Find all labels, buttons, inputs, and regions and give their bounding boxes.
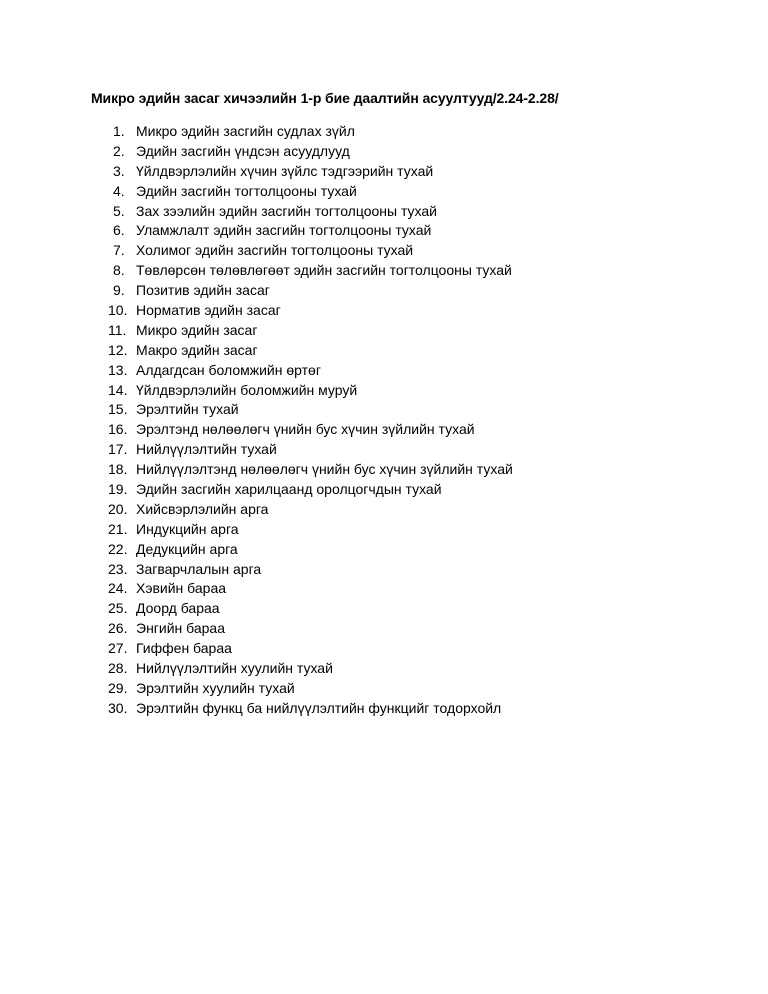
- list-item-text: Үйлдвэрлэлийн боломжийн муруй: [136, 381, 358, 398]
- list-item: [108, 579, 513, 599]
- list-item: [108, 639, 513, 659]
- list-item-number: 21.: [108, 520, 128, 537]
- list-item: [108, 679, 513, 699]
- list-item-number: 29.: [108, 679, 128, 696]
- list-item: [108, 321, 513, 341]
- list-item-text: Микро эдийн засаг: [136, 321, 258, 338]
- list-item: [108, 619, 513, 639]
- list-item-text: Хэвийн бараа: [136, 580, 227, 597]
- list-item-text: Уламжлалт эдийн засгийн тогтолцооны тухай: [136, 222, 432, 239]
- list-item: [108, 361, 513, 381]
- list-item-text: Энгийн бараа: [136, 620, 226, 637]
- list-item-text: Загварчлалын арга: [136, 560, 262, 577]
- list-item: [108, 261, 513, 281]
- list-item: [108, 420, 513, 440]
- list-item-text: Хийсвэрлэлийн арга: [136, 500, 269, 517]
- list-item-number: 24.: [108, 580, 128, 597]
- list-item-number: 2.: [113, 142, 125, 159]
- list-item-text: Эрэлтэнд нөлөөлөгч үнийн бус хүчин зүйлийн тухай: [136, 421, 475, 438]
- list-item-number: 19.: [108, 481, 128, 498]
- document-title: Микро эдийн засаг хичээлийн 1-р бие даалтийн асуултууд/2.24-2.28/: [91, 90, 559, 106]
- list-item-text: Эдийн засгийн тогтолцооны тухай: [136, 182, 357, 199]
- list-item-number: 5.: [113, 202, 125, 219]
- list-item: [108, 540, 513, 560]
- list-item-text: Зах зээлийн эдийн засгийн тогтолцооны тухай: [136, 202, 437, 219]
- list-item-text: Алдагдсан боломжийн өртөг: [136, 361, 321, 378]
- list-item-text: Макро эдийн засаг: [136, 341, 258, 358]
- list-item: [108, 560, 513, 580]
- list-item-number: 30.: [108, 699, 128, 716]
- list-item-text: Гиффен бараа: [136, 640, 232, 657]
- list-item: [108, 162, 513, 182]
- list-item: [108, 202, 513, 222]
- list-item: [108, 500, 513, 520]
- list-item-number: 9.: [113, 282, 125, 299]
- list-item-number: 22.: [108, 540, 128, 557]
- list-item-number: 16.: [108, 421, 128, 438]
- list-item: [108, 599, 513, 619]
- list-item-number: 11.: [108, 321, 127, 338]
- question-list: [108, 122, 513, 719]
- list-item-text: Төвлөрсөн төлөвлөгөөт эдийн засгийн тогтолцооны тухай: [136, 262, 512, 279]
- list-item-number: 26.: [108, 620, 128, 637]
- list-item-text: Нийлүүлэлтийн хуулийн тухай: [136, 660, 333, 677]
- list-item: [108, 440, 513, 460]
- list-item: [108, 182, 513, 202]
- list-item: [108, 221, 513, 241]
- list-item-number: 4.: [113, 182, 125, 199]
- list-item: [108, 381, 513, 401]
- list-item-text: Микро эдийн засгийн судлах зүйл: [136, 123, 355, 139]
- list-item-text: Норматив эдийн засаг: [136, 302, 281, 319]
- list-item-text: Нийлүүлэлтийн тухай: [136, 441, 277, 458]
- list-item-number: 20.: [108, 500, 128, 517]
- list-item-number: 10.: [108, 302, 128, 319]
- list-item-number: 18.: [108, 461, 128, 478]
- list-item-number: 25.: [108, 600, 128, 617]
- list-item-number: 3.: [113, 162, 125, 179]
- list-item-text: Нийлүүлэлтэнд нөлөөлөгч үнийн бус хүчин зүйлийн тухай: [136, 461, 513, 478]
- list-item: [108, 281, 513, 301]
- list-item-text: Дедукцийн арга: [136, 540, 238, 557]
- list-item-number: 23.: [108, 560, 128, 577]
- list-item-text: Позитив эдийн засаг: [136, 282, 270, 299]
- list-item-number: 8.: [113, 262, 125, 279]
- list-item: [108, 241, 513, 261]
- list-item: [108, 341, 513, 361]
- list-item: [108, 400, 513, 420]
- list-item-text: Эрэлтийн хуулийн тухай: [136, 679, 295, 696]
- list-item: [108, 480, 513, 500]
- list-item-number: 13.: [108, 361, 128, 378]
- list-item-text: Холимог эдийн засгийн тогтолцооны тухай: [136, 242, 414, 259]
- list-item-number: 15.: [108, 401, 128, 418]
- list-item-number: 7.: [113, 242, 125, 259]
- list-item-text: Индукцийн арга: [136, 520, 239, 537]
- list-item-number: 28.: [108, 660, 128, 677]
- list-item-number: 1.: [113, 123, 125, 139]
- list-item: [108, 659, 513, 679]
- list-item: [108, 301, 513, 321]
- list-item: [108, 142, 513, 162]
- list-item: [108, 520, 513, 540]
- list-item-number: 12.: [108, 341, 128, 358]
- list-item-number: 17.: [108, 441, 128, 458]
- list-item-number: 14.: [108, 381, 128, 398]
- list-item-text: Доорд бараа: [136, 600, 220, 617]
- list-item-number: 27.: [108, 640, 128, 657]
- list-item: [108, 699, 513, 719]
- list-item-text: Эрэлтийн тухай: [136, 401, 239, 418]
- list-item-text: Эдийн засгийн харилцаанд оролцогчдын тухай: [136, 481, 442, 498]
- list-item-number: 6.: [113, 222, 125, 239]
- list-item: [108, 460, 513, 480]
- list-item-text: Эдийн засгийн үндсэн асуудлууд: [136, 142, 350, 159]
- list-item-text: Үйлдвэрлэлийн хүчин зүйлс тэдгээрийн тухай: [136, 162, 434, 179]
- list-item-text: Эрэлтийн функц ба нийлүүлэлтийн функцийг тодорхойл: [136, 699, 502, 716]
- list-item: [108, 122, 513, 142]
